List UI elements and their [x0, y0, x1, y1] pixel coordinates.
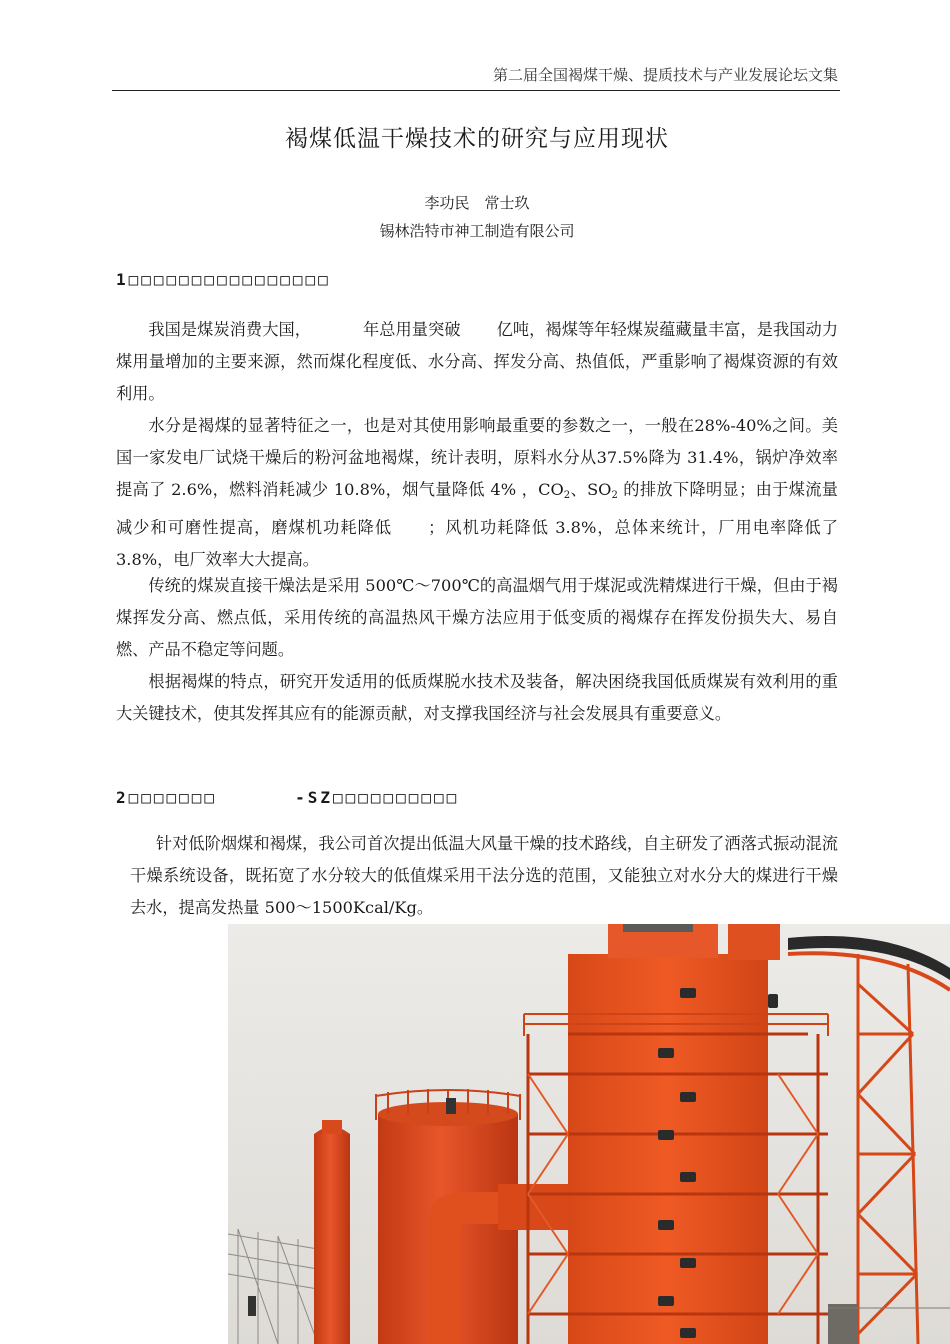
p2-part-b: 、SO	[570, 480, 612, 499]
paper-title: 褐煤低温干燥技术的研究与应用现状	[285, 126, 669, 152]
section-2-heading-b: -SZ□□□□□□□□□□	[295, 788, 460, 807]
authors: 李功民 常士玖	[424, 194, 530, 212]
p2-part-d: ；风机功耗降低 3.8%，总体来统计，厂用电率降低了 3.8%，电厂效率大大提高。	[116, 518, 838, 569]
p2-part-a: 水分是褐煤的显著特征之一，也是对其使用影响最重要的参数之一，一般在28%-40%之间。美国一家发电厂试烧干燥后的粉河盆地褐煤，统计表明，原料水分从37.5%降为 31.4%，锅炉净效率提高了 2.6%，燃料消耗减少 10.8%，烟气量降低 4% ，CO	[116, 416, 838, 499]
paragraph-2	[116, 410, 838, 576]
dryer-equipment-illustration	[228, 924, 950, 1344]
p2-part-c: 的排放下降明显；由于煤流量减少和可磨性提高，磨煤机功耗降低	[116, 480, 838, 537]
co2-subscript: 2	[563, 490, 571, 501]
p1-part-b: 年总用量突破	[362, 320, 461, 339]
paragraph-3: 传统的煤炭直接干燥法是采用 500℃～700℃的高温烟气用于煤泥或洗精煤进行干燥，但由于褐煤挥发分高、燃点低，采用传统的高温热风干燥方法应用于低变质的褐煤存在挥发份损失大、易自燃、产品不稳定等问题。	[116, 576, 838, 659]
affiliation: 锡林浩特市神工制造有限公司	[379, 222, 575, 240]
section-1-heading: 1□□□□□□□□□□□□□□□□	[116, 270, 331, 289]
running-header: 第二届全国褐煤干燥、提质技术与产业发展论坛文集	[492, 66, 838, 84]
p1-part-a: 我国是煤炭消费大国，	[148, 320, 311, 339]
dryer-equipment-photo	[228, 924, 950, 1344]
section-2-heading-a: 2□□□□□□□	[116, 788, 218, 807]
paragraph-5: 针对低阶烟煤和褐煤，我公司首次提出低温大风量干燥的技术路线，自主研发了洒落式振动混流干燥系统设备，既拓宽了水分较大的低值煤采用干法分选的范围，又能独立对水分大的煤进行干燥去水，提高发热量 500～1500Kcal/Kg。	[130, 834, 838, 917]
section-2-heading	[116, 788, 459, 807]
header-rule	[112, 90, 840, 91]
paragraph-4: 根据褐煤的特点，研究开发适用的低质煤脱水技术及装备，解决困绕我国低质煤炭有效利用的重大关键技术，使其发挥其应有的能源贡献，对支撑我国经济与社会发展具有重要意义。	[116, 672, 838, 723]
so2-subscript: 2	[611, 490, 618, 501]
paragraph-1	[116, 314, 838, 410]
p1-part-c: 亿吨，褐煤等年轻煤炭蕴藏量丰富，是我国动力煤用量增加的主要来源，然而煤化程度低、水分高、挥发分高、热值低，严重影响了褐煤资源的有效利用。	[116, 320, 839, 403]
